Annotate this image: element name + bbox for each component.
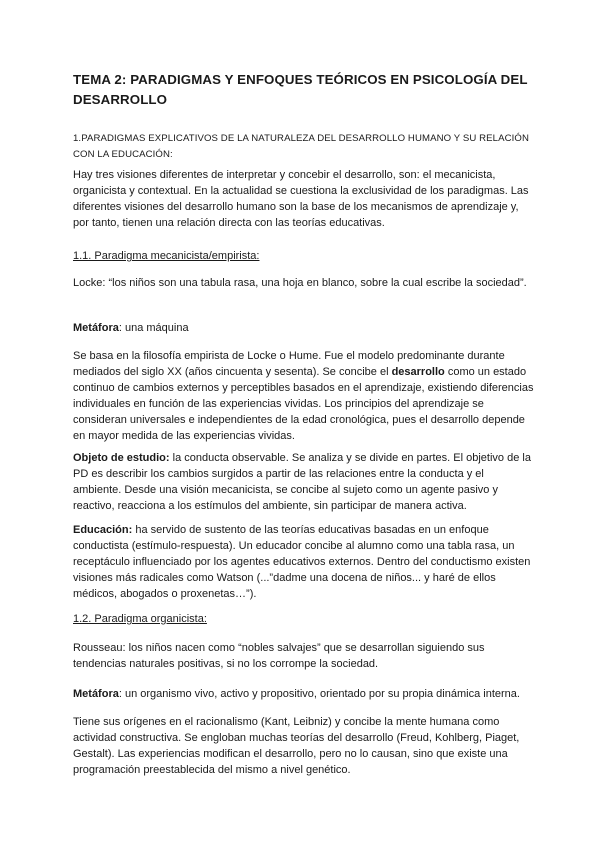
rousseau-quote: Rousseau: los niños nacen como “nobles salvajes” que se desarrollan siguiendo sus tendencias naturales positivas, si no los corrompe la sociedad.: [73, 642, 485, 670]
object-paragraph: [73, 450, 535, 514]
locke-quote: Locke: “los niños son una tabula rasa, una hoja en blanco, sobre la cual escribe la sociedad”.: [73, 277, 527, 289]
education-text: ha servido de sustento de las teorías educativas basadas en un enfoque conductista (estímulo-respuesta). Un educador concibe al alumno como una tabla rasa, un receptáculo influenciado por los agentes educativos externos. Dentro del conductismo existen visiones más radicales como Watson (...”dadme una docena de niños... y haré de ellos médicos, abogados o proxenetas…”).: [73, 524, 531, 600]
subsection-heading-organicista: 1.2. Paradigma organicista:: [73, 613, 207, 625]
education-label: Educación:: [73, 524, 133, 536]
metaphor-organicista: [73, 686, 535, 702]
metaphor-text: : un organismo vivo, activo y propositivo, orientado por su propia dinámica interna.: [118, 688, 520, 700]
origins-paragraph: Tiene sus orígenes en el racionalismo (Kant, Leibniz) y concibe la mente humana como actividad constructiva. Se engloban muchas teorías del desarrollo (Freud, Kohlberg, Piaget, Gestalt). Las experiencias modifican el desarrollo, pero no lo causan, sino que existe una programación preestablecida del mismo a nivel genético.: [73, 716, 520, 776]
metaphor-text: : una máquina: [118, 322, 189, 334]
basis-text-1: Se basa en la filosofía empirista de Locke o Hume. Fue el modelo predominante durante mediados del siglo XX (años cincuenta y sesenta). Se concibe el: [73, 350, 505, 378]
metaphor-mecanicista: [73, 320, 535, 336]
object-label: Objeto de estudio:: [73, 452, 170, 464]
education-paragraph: [73, 522, 535, 602]
intro-paragraph: Hay tres visiones diferentes de interpretar y concebir el desarrollo, son: el mecanicista, organicista y contextual. En la actualidad se cuestiona la exclusividad de los paradigmas. Las diferentes visiones del desarrollo humano son la base de los mecanismos de aprendizaje y, por tanto, tienen una relación directa con las teorías educativas.: [73, 169, 529, 229]
metaphor-label: Metáfora: [73, 322, 119, 334]
document-title: TEMA 2: PARADIGMAS Y ENFOQUES TEÓRICOS EN PSICOLOGÍA DEL DESARROLLO: [73, 72, 528, 107]
object-text: la conducta observable. Se analiza y se divide en partes. El objetivo de la PD es describir los cambios surgidos a partir de las relaciones entre la conducta y el ambiente. Desde una visión mecanicista, se concibe al sujeto como un agente pasivo y reactivo, reacciona a los estímulos del ambiente, sin participar de manera activa.: [73, 452, 531, 512]
metaphor-label: Metáfora: [73, 688, 119, 700]
basis-paragraph: [73, 348, 535, 444]
subsection-heading-mecanicista: 1.1. Paradigma mecanicista/empirista:: [73, 250, 260, 262]
section-heading-1: 1.PARADIGMAS EXPLICATIVOS DE LA NATURALEZA DEL DESARROLLO HUMANO Y SU RELACIÓN CON LA EDUCACIÓN:: [73, 133, 529, 160]
basis-bold: desarrollo: [391, 366, 445, 378]
basis-text-2: como un estado continuo de cambios externos y perceptibles basados en el aprendizaje, existiendo diferencias individuales en función de las experiencias vividas. Los principios del aprendizaje se consideran universales e independientes de la edad cronológica, pues el desarrollo depende en mayor medida de las experiencias vividas.: [73, 366, 534, 442]
